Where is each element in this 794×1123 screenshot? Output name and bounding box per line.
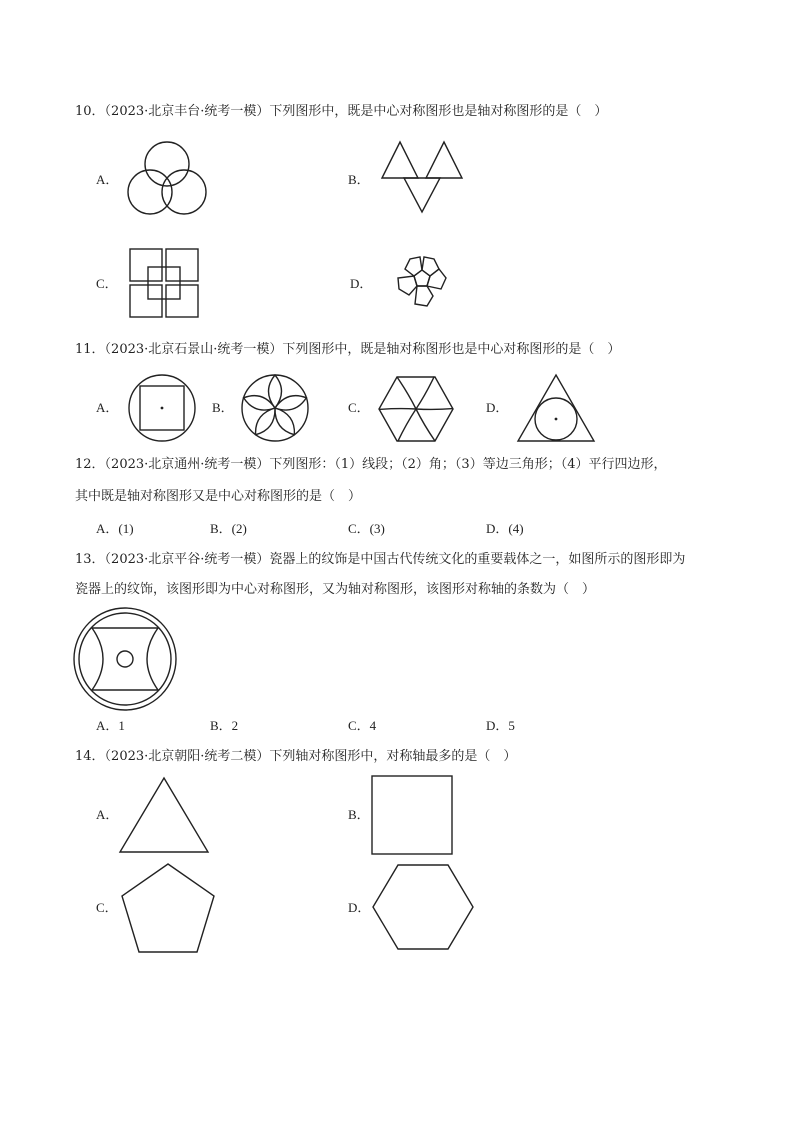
question-13-stem-line1: 13．（2023·北京平谷·统考一模）瓷器上的纹饰是中国古代传统文化的重要载体之一，如图所示的图形即为 bbox=[75, 552, 686, 567]
q10-option-c-label: C． bbox=[96, 276, 118, 291]
q11-option-c-label: C． bbox=[348, 400, 370, 415]
q14-option-b-label: B． bbox=[348, 807, 370, 822]
three-triangles-icon bbox=[380, 140, 464, 214]
pentagon-icon bbox=[120, 862, 216, 954]
square-icon bbox=[371, 775, 453, 855]
q13-option-d: D．5 bbox=[486, 718, 515, 733]
triangle-icon bbox=[118, 776, 210, 854]
question-12-stem-line1: 12．（2023·北京通州·统考一模）下列图形：（1）线段；（2）角；（3）等边三角形；（4）平行四边形， bbox=[75, 457, 667, 472]
q14-option-c-label: C． bbox=[96, 900, 118, 915]
q14-option-d-label: D． bbox=[348, 900, 371, 915]
q13-option-c: C．4 bbox=[348, 718, 377, 733]
triangle-with-incircle-icon bbox=[516, 373, 596, 443]
porcelain-pattern-icon bbox=[72, 606, 178, 712]
question-13-stem-line2: 瓷器上的纹饰，该图形即为中心对称图形，又为轴对称图形，该图形对称轴的条数为（ ） bbox=[75, 582, 596, 597]
q13-option-b: B．2 bbox=[210, 718, 239, 733]
q12-option-c: C．(3) bbox=[348, 521, 385, 536]
four-squares-icon bbox=[128, 247, 200, 319]
three-circles-icon bbox=[125, 140, 209, 218]
q12-option-a: A．(1) bbox=[96, 521, 134, 536]
q14-option-a-label: A． bbox=[96, 807, 119, 822]
question-10-stem: 10．（2023·北京丰台·统考一模）下列图形中，既是中心对称图形也是轴对称图形的是（ ） bbox=[75, 104, 608, 119]
question-12-stem-line2: 其中既是轴对称图形又是中心对称图形的是（ ） bbox=[75, 489, 362, 504]
hexagon-icon bbox=[372, 864, 474, 950]
q12-option-b: B．(2) bbox=[210, 521, 247, 536]
q11-option-b-label: B． bbox=[212, 400, 234, 415]
q10-option-b-label: B． bbox=[348, 172, 370, 187]
q11-option-d-label: D． bbox=[486, 400, 509, 415]
question-14-stem: 14．（2023·北京朝阳·统考二模）下列轴对称图形中，对称轴最多的是（ ） bbox=[75, 749, 517, 764]
five-pentagons-icon bbox=[383, 244, 461, 322]
circle-with-square-icon bbox=[127, 373, 197, 443]
circle-with-petals-icon bbox=[240, 373, 310, 443]
q12-option-d: D．(4) bbox=[486, 521, 524, 536]
hexagon-with-arcs-icon bbox=[378, 375, 454, 443]
q10-option-a-label: A． bbox=[96, 172, 119, 187]
q10-option-d-label: D． bbox=[350, 276, 373, 291]
question-11-stem: 11．（2023·北京石景山·统考一模）下列图形中，既是轴对称图形也是中心对称图形的是（ ） bbox=[75, 342, 621, 357]
q13-option-a: A．1 bbox=[96, 718, 125, 733]
q11-option-a-label: A． bbox=[96, 400, 119, 415]
